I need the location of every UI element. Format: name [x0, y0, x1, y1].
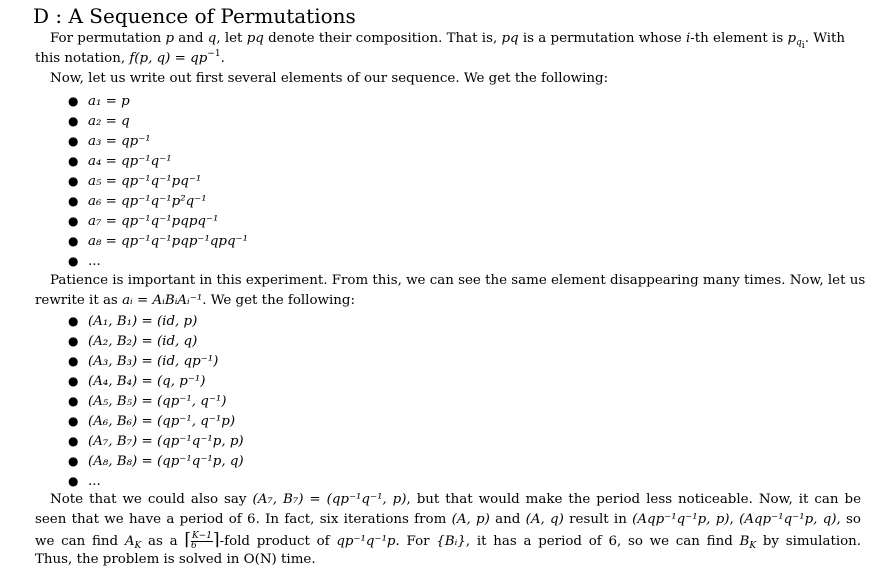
list-item-a5: ● a₅ = qp⁻¹q⁻¹pq⁻¹	[68, 174, 202, 189]
paragraph-3-line-2: rewrite it as aᵢ = AᵢBᵢAᵢ⁻¹. We get the following:	[35, 293, 355, 308]
paragraph-3-line-1: Patience is important in this experiment. From this, we can see the same element disappearing many times. Now, let us	[50, 273, 866, 288]
list-item-ab3: ● (A₃, B₃) = (id, qp⁻¹)	[68, 354, 219, 369]
list-item-ab5: ● (A₅, B₅) = (qp⁻¹, q⁻¹)	[68, 394, 227, 409]
list-item-ab7: ● (A₇, B₇) = (qp⁻¹q⁻¹p, p)	[68, 434, 244, 449]
fraction-k-minus-1-over-6: $\frac{K-1}{6}$	[190, 531, 212, 551]
list-item-ab2: ● (A₂, B₂) = (id, q)	[68, 334, 198, 349]
list-item-a7: ● a₇ = qp⁻¹q⁻¹pqpq⁻¹	[68, 214, 219, 229]
list-item-a2: ● a₂ = q	[68, 114, 130, 129]
paragraph-4-line-1: Note that we could also say (A₇, B₇) = (qp⁻¹q⁻¹, p), but that would make the period less noticeable. Now, it can be	[50, 492, 861, 507]
list-item-ab-ellipsis: ● ...	[68, 474, 101, 489]
paragraph-1-line-2: this notation, f(p, $q) = qp^{-1}$.	[35, 49, 225, 66]
list-item-a8: ● a₈ = qp⁻¹q⁻¹pqp⁻¹qpq⁻¹	[68, 234, 248, 249]
list-item-a3: ● a₃ = qp⁻¹	[68, 134, 151, 149]
list-item-ab8: ● (A₈, B₈) = (qp⁻¹q⁻¹p, q)	[68, 454, 244, 469]
list-item-ab4: ● (A₄, B₄) = (q, p⁻¹)	[68, 374, 206, 389]
list-item-ab1: ● (A₁, B₁) = (id, p)	[68, 314, 198, 329]
section-title: D : A Sequence of Permutations	[33, 4, 356, 28]
list-item-a6: ● a₆ = qp⁻¹q⁻¹p²q⁻¹	[68, 194, 207, 209]
paragraph-2: Now, let us write out first several elements of our sequence. We get the following:	[50, 71, 609, 86]
paragraph-4-line-3: we can find $A_K$ as a ⌈ $\frac{K-1}{6}$ ⌉-fold product of qp⁻¹q⁻¹p. For {Bᵢ}, it has a period of 6, so we can find $B_K$ by simulation.	[35, 530, 862, 551]
paragraph-4-line-2: seen that we have a period of 6. In fact, six iterations from (A, p) and (A, q) result in (Aqp⁻¹q⁻¹p, p), (Aqp⁻¹q⁻¹p, q), so	[35, 512, 861, 527]
list-item-a4: ● a₄ = qp⁻¹q⁻¹	[68, 154, 172, 169]
paragraph-4-line-4: Thus, the problem is solved in O(N) time.	[35, 552, 316, 567]
list-item-ab6: ● (A₆, B₆) = (qp⁻¹, q⁻¹p)	[68, 414, 236, 429]
paragraph-1-line-1: For permutation p and q, let pq denote their composition. That is, pq is a permutation whose i-th element is $p_{q_i}$. With	[50, 31, 846, 51]
list-item-a-ellipsis: ● ...	[68, 254, 101, 269]
list-item-a1: ● a₁ = p	[68, 94, 130, 109]
